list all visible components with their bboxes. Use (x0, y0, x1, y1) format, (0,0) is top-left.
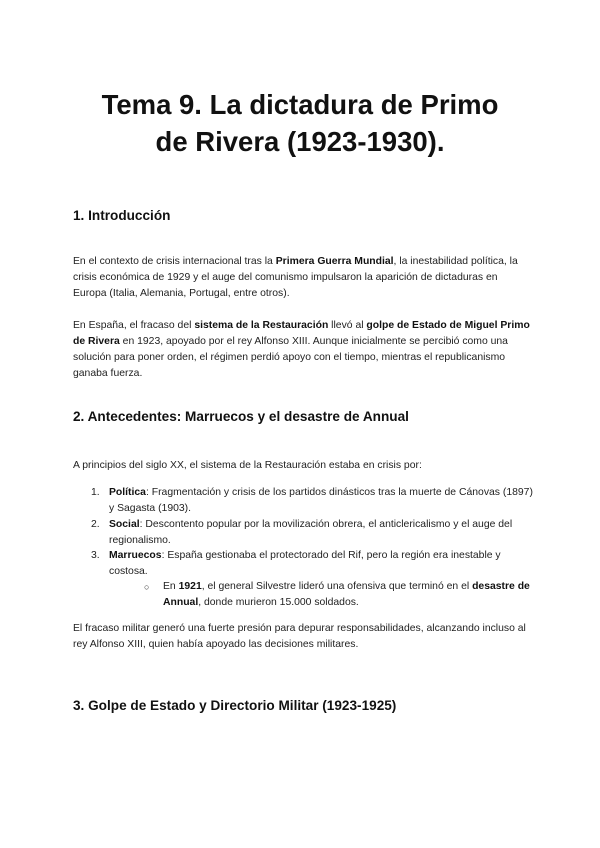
section-heading-golpe: 3. Golpe de Estado y Directorio Militar (1923-1925) (73, 698, 397, 713)
list-item-label: Social (109, 519, 140, 530)
sublist-item-annual: ○ En 1921, el general Silvestre lideró una ofensiva que terminó en el desastre de Annual, donde murieron 15.000 soldados. (144, 581, 530, 608)
section-heading-antecedentes: 2. Antecedentes: Marruecos y el desastre de Annual (73, 409, 409, 424)
paragraph-intro-context: En el contexto de crisis internacional tras la Primera Guerra Mundial, la inestabilidad política, la crisis económica de 1929 y el auge del comunismo impulsaron la aparición de dictaduras en Europa (Italia, Alemania, Portugal, entre otros). (73, 256, 518, 299)
document-title (60, 86, 540, 160)
section-heading-introduccion: 1. Introducción (73, 208, 171, 223)
title-line-2: de Rivera (1923-1930). (155, 126, 445, 157)
list-number: 2. (91, 519, 100, 530)
title-line-1: Tema 9. La dictadura de Primo (101, 89, 499, 120)
bold-primera-guerra-mundial: Primera Guerra Mundial (275, 256, 394, 267)
paragraph-antecedentes-intro: A principios del siglo XX, el sistema de la Restauración estaba en crisis por: (73, 460, 422, 471)
list-number: 1. (91, 487, 100, 498)
list-item-marruecos: 3. Marruecos: España gestionaba el protectorado del Rif, pero la región era inestable y costosa. (91, 550, 501, 577)
paragraph-antecedentes-outro: El fracaso militar generó una fuerte presión para depurar responsabilidades, alcanzando incluso al rey Alfonso XIII, quien había apoyado las decisiones militares. (73, 623, 526, 650)
list-item-label: Marruecos (109, 550, 162, 561)
bold-sistema-restauracion: sistema de la Restauración (194, 320, 329, 331)
bold-1921: 1921 (178, 581, 202, 592)
circle-bullet-icon: ○ (144, 582, 150, 592)
list-item-label: Política (109, 487, 146, 498)
bold-golpe-de-estado: golpe de Estado de Miguel Primo de Rivera (73, 320, 530, 347)
list-number: 3. (91, 550, 100, 561)
list-item-politica: 1. Política: Fragmentación y crisis de los partidos dinásticos tras la muerte de Cánovas (1897) y Sagasta (1903). (91, 487, 533, 514)
paragraph-intro-spain: En España, el fracaso del sistema de la Restauración llevó al golpe de Estado de Miguel Primo de Rivera en 1923, apoyado por el rey Alfonso XIII. Aunque inicialmente se percibió como una solución para poner orden, el régimen perdió apoyo con el tiempo, mientras el republicanismo ganaba fuerza. (73, 320, 530, 379)
list-item-social: 2. Social: Descontento popular por la movilización obrera, el anticlericalismo y el auge del regionalismo. (91, 519, 513, 546)
bold-desastre-annual: desastre de Annual (163, 581, 530, 608)
